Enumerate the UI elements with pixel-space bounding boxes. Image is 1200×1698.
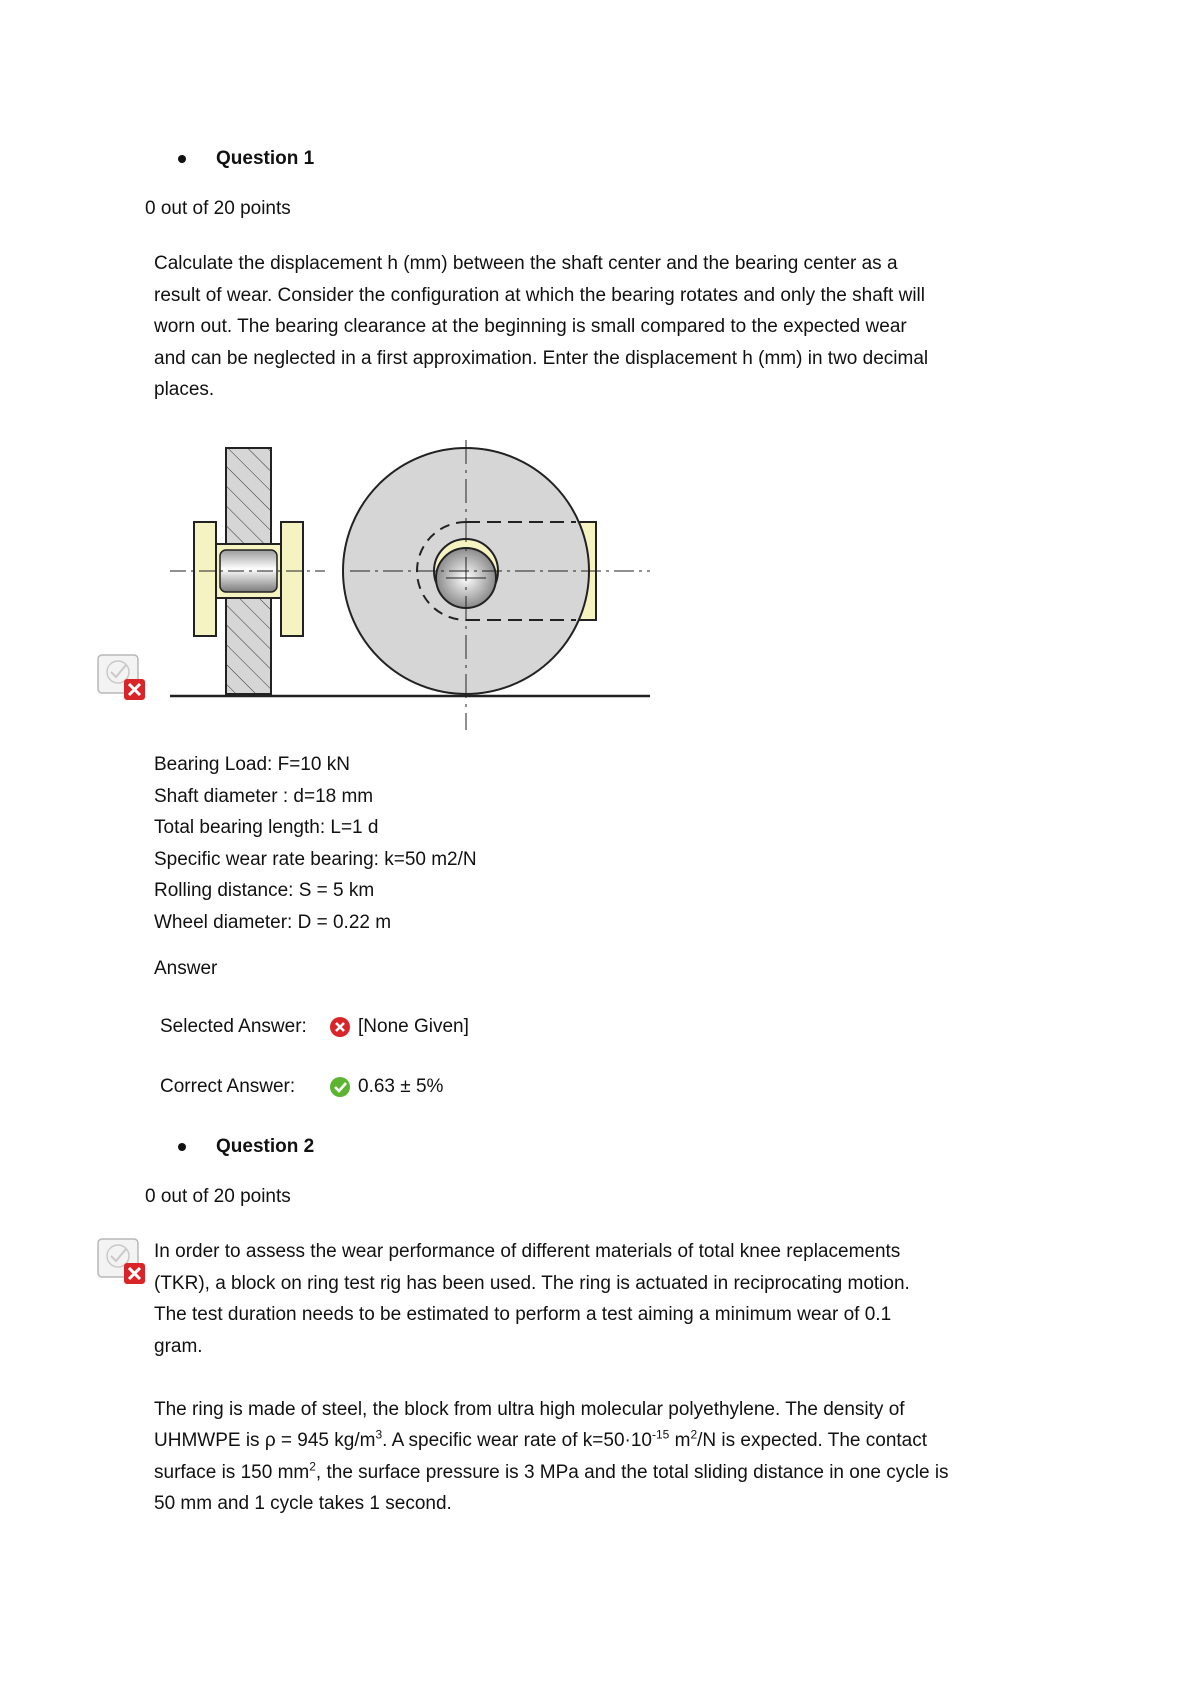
selected-answer-label: Selected Answer: (160, 1016, 307, 1037)
check-icon (330, 1077, 350, 1097)
incorrect-icon (330, 1017, 350, 1037)
correct-answer-label: Correct Answer: (160, 1076, 296, 1097)
question-2-line: surface is 150 $mm^2$, the surface pressure is 3 MPa and the total sliding distance in one cycle is (154, 1459, 949, 1483)
question-1-given-values (154, 749, 477, 939)
question-2-line: The test duration needs to be estimated to perform a test aiming a minimum wear of 0.1 (154, 1304, 892, 1325)
answer-heading: Answer (154, 958, 218, 979)
given-value: Rolling distance: S = 5 km (154, 880, 375, 902)
question-2-line: UHMWPE is ρ = 945 $kg/m^3$. A specific wear rate of $k=50\cdot 10^{-15}$ $m^2/N$ is expected. The contact (154, 1427, 928, 1451)
question-1-title: Question 1 (216, 148, 315, 169)
question-2-points: 0 out of 20 points (145, 1186, 291, 1207)
given-value: Total bearing length: L=1 d (154, 817, 379, 839)
question-1-line: worn out. The bearing clearance at the beginning is small compared to the expected wear (154, 316, 907, 337)
question-1-line: places. (154, 379, 215, 400)
question-2-text (154, 1236, 1014, 1520)
given-value: Specific wear rate bearing: k=50 m2/N (154, 848, 477, 870)
question-1-line: and can be neglected in a first approximation. Enter the displacement h (mm) in two decimal (154, 347, 929, 369)
question-2-line: In order to assess the wear performance of different materials of total knee replacements (154, 1241, 901, 1262)
bearing-wheel-diagram (160, 440, 680, 736)
question-2-header (178, 1136, 314, 1158)
question-2-line: The ring is made of steel, the block from ultra high molecular polyethylene. The density of (154, 1398, 905, 1420)
question-1-points: 0 out of 20 points (145, 198, 291, 219)
question-1-header (178, 148, 314, 170)
bullet-icon (178, 155, 186, 163)
given-value: Shaft diameter : d=18 mm (154, 785, 374, 807)
question-2-line: 50 mm and 1 cycle takes 1 second. (154, 1493, 452, 1514)
correct-answer-row (160, 1076, 443, 1098)
incorrect-status-icon (96, 1236, 148, 1292)
selected-answer-row (160, 1016, 469, 1038)
question-1-text (154, 248, 1014, 406)
question-2-title: Question 2 (216, 1136, 315, 1157)
question-2-line: (TKR), a block on ring test rig has been used. The ring is actuated in reciprocating motion. (154, 1272, 910, 1294)
given-value: Wheel diameter: D = 0.22 m (154, 911, 392, 933)
bullet-icon (178, 1143, 186, 1151)
given-value: Bearing Load: F=10 kN (154, 754, 350, 775)
question-1-line: Calculate the displacement h (mm) between the shaft center and the bearing center as a (154, 253, 898, 274)
question-1-line: result of wear. Consider the configuration at which the bearing rotates and only the shaft will (154, 284, 925, 306)
incorrect-status-icon (96, 652, 148, 708)
question-2-line: gram. (154, 1335, 203, 1357)
selected-answer-value: [None Given] (358, 1016, 469, 1037)
correct-answer-value: 0.63 ± 5% (358, 1076, 444, 1097)
